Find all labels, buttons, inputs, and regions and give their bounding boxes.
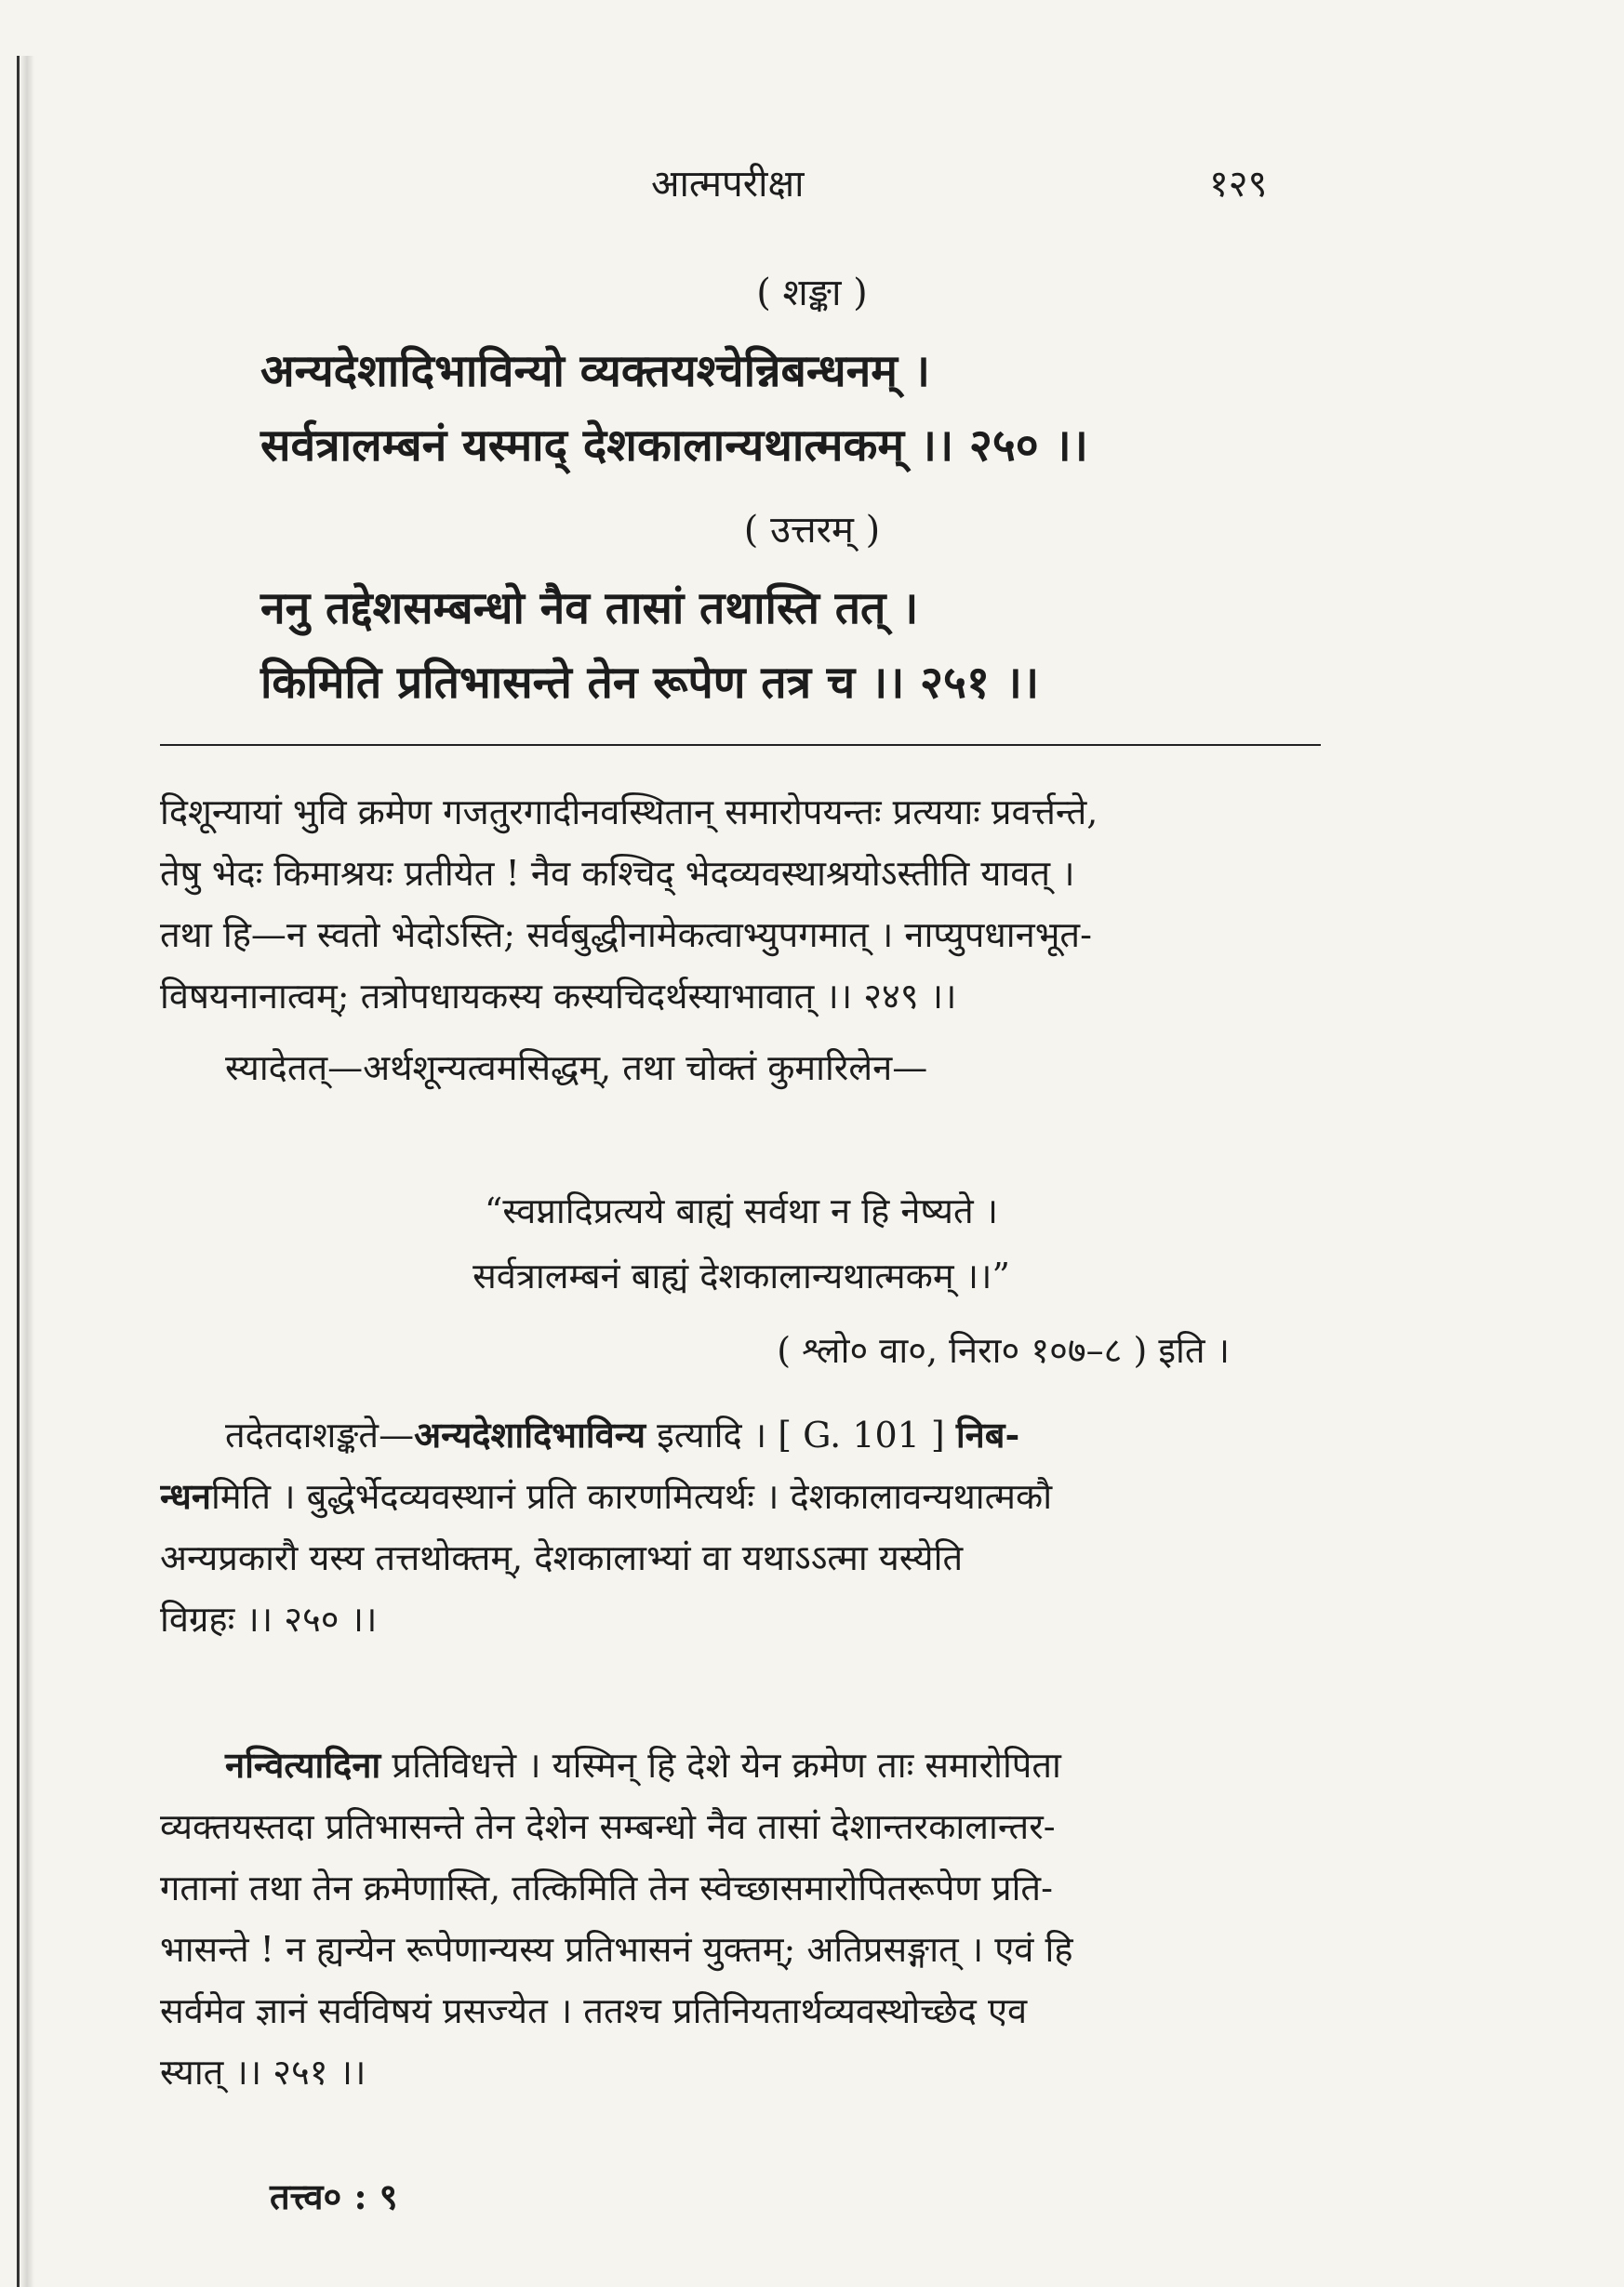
commentary-line: दिशून्यायां भुवि क्रमेण गजतुरगादीनवस्थितान् समारोपयन्तः प्रत्ययाः प्रवर्त्तन्ते, (160, 791, 1098, 832)
commentary-line: व्यक्तयस्तदा प्रतिभासन्ते तेन देशेन सम्बन्धो नैव तासां देशान्तरकालान्तर- (160, 1806, 1056, 1847)
commentary-line (160, 1735, 1323, 1796)
verse-251-line-2: किमिति प्रतिभासन्ते तेन रूपेण तत्र च ।। २५१ ।। (260, 657, 1040, 709)
verse-250-line-1: अन्यदेशादिभाविन्यो व्यक्तयश्चेन्निबन्धनम् । (260, 345, 930, 397)
commentary-line (160, 1404, 1323, 1466)
running-title: आत्मपरीक्षा (651, 163, 805, 206)
citation: ( श्लो० वा०, निरा० १०७–८ ) इति । (777, 1330, 1230, 1371)
commentary-line (160, 1466, 1323, 1527)
page-header (0, 156, 1624, 212)
section-label-shanka: ( शङ्का ) (756, 272, 868, 314)
commentary-line: तेषु भेदः किमाश्रयः प्रतीयेत ! नैव कश्चिद् भेदव्यवस्थाश्रयोऽस्तीति यावत् । (160, 853, 1075, 894)
binding-edge (17, 56, 57, 2287)
commentary-249 (160, 781, 1323, 1027)
commentary-250 (160, 1404, 1323, 1650)
commentary-line: विग्रहः ।। २५० ।। (160, 1599, 378, 1640)
text-run: मिति । बुद्धेर्भेदव्यवस्थानं प्रति कारणमित्यर्थः । देशकालावन्यथात्मकौ (211, 1476, 1053, 1517)
section-divider (160, 744, 1321, 746)
intro-quote-line: स्यादेतत्—अर्थशून्यत्वमसिद्धम्, तथा चोक्तं कुमारिलेन— (225, 1047, 928, 1088)
text-run-bold: निब- (955, 1414, 1020, 1456)
text-run: तदेतदाशङ्कते— (225, 1415, 415, 1456)
commentary-line: गतानां तथा तेन क्रमेणास्ति, तत्किमिति तेन स्वेच्छासमारोपितरूपेण प्रति- (160, 1868, 1053, 1908)
commentary-251 (160, 1735, 1323, 2103)
section-label-uttaram: ( उत्तरम् ) (743, 509, 881, 552)
text-run-bold: न्धन (160, 1475, 211, 1517)
verse-251-line-1: ननु तद्देशसम्बन्धो नैव तासां तथास्ति तत् । (260, 582, 919, 634)
intro-quote (160, 1037, 1323, 1098)
quote-line-2: सर्वत्रालम्बनं बाह्यं देशकालान्यथात्मकम् ।।” (473, 1256, 1010, 1296)
commentary-line: अन्यप्रकारौ यस्य तत्तथोक्तम्, देशकालाभ्यां वा यथाऽऽत्मा यस्येति (160, 1537, 964, 1578)
commentary-line: सर्वमेव ज्ञानं सर्वविषयं प्रसज्येत । ततश्च प्रतिनियतार्थव्यवस्थोच्छेद एव (160, 1990, 1028, 2031)
text-run: इत्यादि । [ G. 101 ] (646, 1415, 956, 1456)
signature-mark: तत्त्व० : ९ (270, 2175, 398, 2217)
page-number: १२९ (1209, 163, 1268, 206)
commentary-line: तथा हि—न स्वतो भेदोऽस्ति; सर्वबुद्धीनामेकत्वाभ्युपगमात् । नाप्युपधानभूत- (160, 914, 1092, 955)
quote-line-1: “स्वप्नादिप्रत्यये बाह्यं सर्वथा न हि नेष्यते । (484, 1190, 999, 1231)
text-run-bold: नन्वित्यादिना (225, 1744, 381, 1786)
commentary-line: स्यात् ।। २५१ ।। (160, 2052, 366, 2093)
verse-250-line-2: सर्वत्रालम्बनं यस्माद् देशकालान्यथात्मकम् ।। २५० ।। (260, 419, 1088, 472)
text-run: प्रतिविधत्ते । यस्मिन् हि देशे येन क्रमेण ताः समारोपिता (380, 1745, 1061, 1786)
commentary-line: विषयनानात्वम्; तत्रोपधायकस्य कस्यचिदर्थस्याभावात् ।। २४९ ।। (160, 976, 957, 1017)
text-run-bold: अन्यदेशादिभाविन्य (414, 1414, 646, 1456)
commentary-line: भासन्ते ! न ह्यन्येन रूपेणान्यस्य प्रतिभासनं युक्तम्; अतिप्रसङ्गात् । एवं हि (160, 1929, 1073, 1970)
